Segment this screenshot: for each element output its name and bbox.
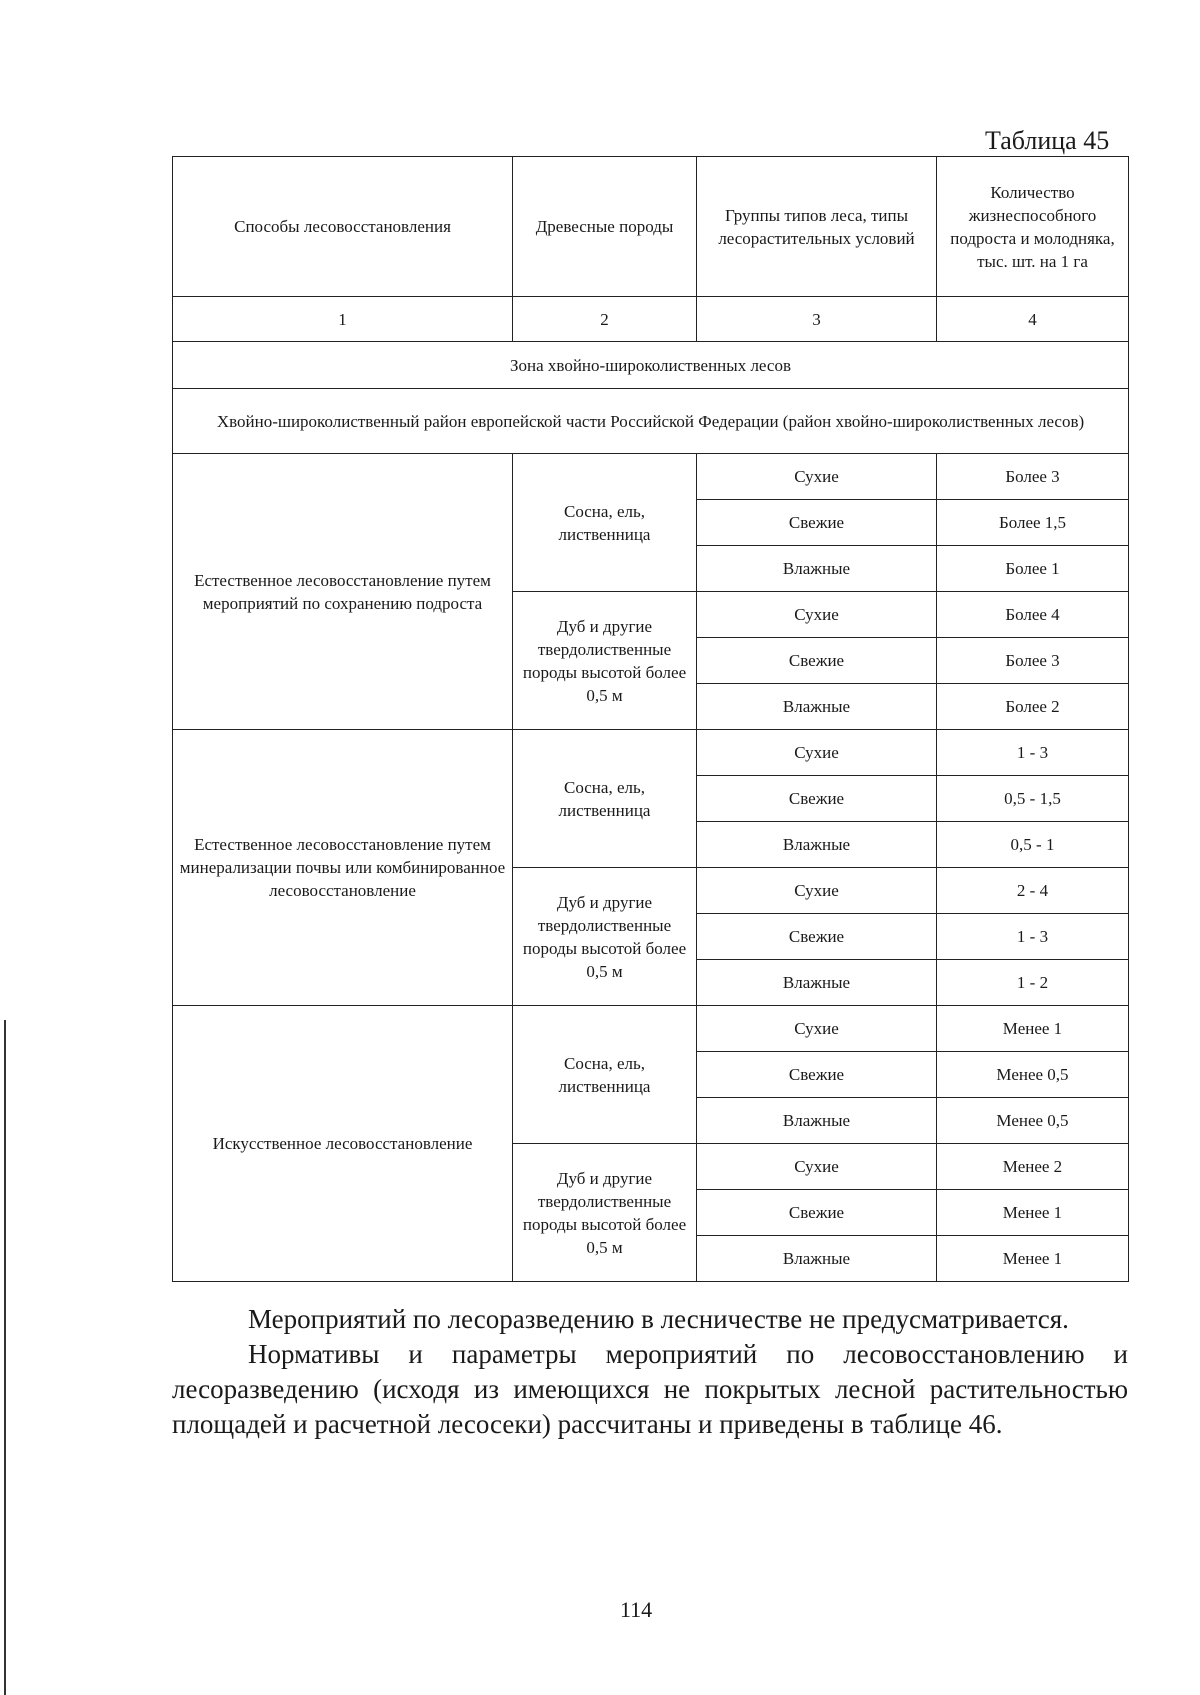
species-cell: Сосна, ель, лиственница	[513, 730, 697, 868]
species-cell: Сосна, ель, лиственница	[513, 454, 697, 592]
species-cell: Дуб и другие твердолиственные породы высотой более 0,5 м	[513, 592, 697, 730]
condition-cell: Сухие	[697, 592, 937, 638]
condition-cell: Свежие	[697, 500, 937, 546]
condition-cell: Сухие	[697, 454, 937, 500]
header-row	[173, 157, 1129, 297]
quantity-cell: Более 1,5	[937, 500, 1129, 546]
quantity-cell: Более 1	[937, 546, 1129, 592]
header-cell: Количество жизнеспособного подроста и молодняка, тыс. шт. на 1 га	[937, 157, 1129, 297]
column-number: 2	[513, 297, 697, 342]
region-row	[173, 389, 1129, 454]
method-cell: Естественное лесовосстановление путем мероприятий по сохранению подроста	[173, 454, 513, 730]
condition-cell: Влажные	[697, 1098, 937, 1144]
species-cell: Дуб и другие твердолиственные породы высотой более 0,5 м	[513, 868, 697, 1006]
quantity-cell: 1 - 2	[937, 960, 1129, 1006]
method-cell: Естественное лесовосстановление путем минерализации почвы или комбинированное лесовосстановление	[173, 730, 513, 1006]
species-cell: Дуб и другие твердолиственные породы высотой более 0,5 м	[513, 1144, 697, 1282]
zone-row	[173, 342, 1129, 389]
zone-title: Зона хвойно-широколиственных лесов	[173, 342, 1129, 389]
paragraph-norms: Нормативы и параметры мероприятий по лесовосстановлению и лесоразведению (исходя из имеющихся не покрытых лесной растительностью площадей и расчетной лесосеки) рассчитаны и приведены в таблице 46.	[172, 1339, 1128, 1439]
quantity-cell: 2 - 4	[937, 868, 1129, 914]
condition-cell: Сухие	[697, 730, 937, 776]
header-cell: Способы лесовосстановления	[173, 157, 513, 297]
page-number: 114	[620, 1597, 653, 1622]
column-number: 4	[937, 297, 1129, 342]
quantity-cell: Менее 1	[937, 1236, 1129, 1282]
scan-edge-line	[4, 1020, 6, 1695]
quantity-cell: Более 3	[937, 638, 1129, 684]
condition-cell: Свежие	[697, 638, 937, 684]
column-number-row	[173, 297, 1129, 342]
reforestation-table	[172, 156, 1129, 1282]
paragraph-afforestation: Мероприятий по лесоразведению в лесничестве не предусматривается.	[248, 1304, 1069, 1334]
table-row	[173, 454, 1129, 500]
condition-cell: Свежие	[697, 1190, 937, 1236]
column-number: 1	[173, 297, 513, 342]
header-cell: Древесные породы	[513, 157, 697, 297]
column-number: 3	[697, 297, 937, 342]
quantity-cell: Менее 2	[937, 1144, 1129, 1190]
condition-cell: Влажные	[697, 960, 937, 1006]
condition-cell: Сухие	[697, 1144, 937, 1190]
condition-cell: Сухие	[697, 868, 937, 914]
quantity-cell: Менее 0,5	[937, 1052, 1129, 1098]
condition-cell: Влажные	[697, 1236, 937, 1282]
condition-cell: Влажные	[697, 684, 937, 730]
condition-cell: Свежие	[697, 776, 937, 822]
quantity-cell: 1 - 3	[937, 914, 1129, 960]
condition-cell: Свежие	[697, 1052, 937, 1098]
quantity-cell: Более 3	[937, 454, 1129, 500]
quantity-cell: Менее 0,5	[937, 1098, 1129, 1144]
quantity-cell: 0,5 - 1	[937, 822, 1129, 868]
region-title: Хвойно-широколиственный район европейской части Российской Федерации (район хвойно-широколиственных лесов)	[173, 389, 1129, 454]
quantity-cell: 0,5 - 1,5	[937, 776, 1129, 822]
quantity-cell: Более 4	[937, 592, 1129, 638]
header-cell: Группы типов леса, типы лесорастительных условий	[697, 157, 937, 297]
table-row	[173, 730, 1129, 776]
condition-cell: Свежие	[697, 914, 937, 960]
species-cell: Сосна, ель, лиственница	[513, 1006, 697, 1144]
quantity-cell: Более 2	[937, 684, 1129, 730]
table-row	[173, 1006, 1129, 1052]
condition-cell: Влажные	[697, 822, 937, 868]
condition-cell: Влажные	[697, 546, 937, 592]
quantity-cell: Менее 1	[937, 1190, 1129, 1236]
method-cell: Искусственное лесовосстановление	[173, 1006, 513, 1282]
quantity-cell: 1 - 3	[937, 730, 1129, 776]
table-caption: Таблица 45	[985, 126, 1110, 155]
condition-cell: Сухие	[697, 1006, 937, 1052]
quantity-cell: Менее 1	[937, 1006, 1129, 1052]
